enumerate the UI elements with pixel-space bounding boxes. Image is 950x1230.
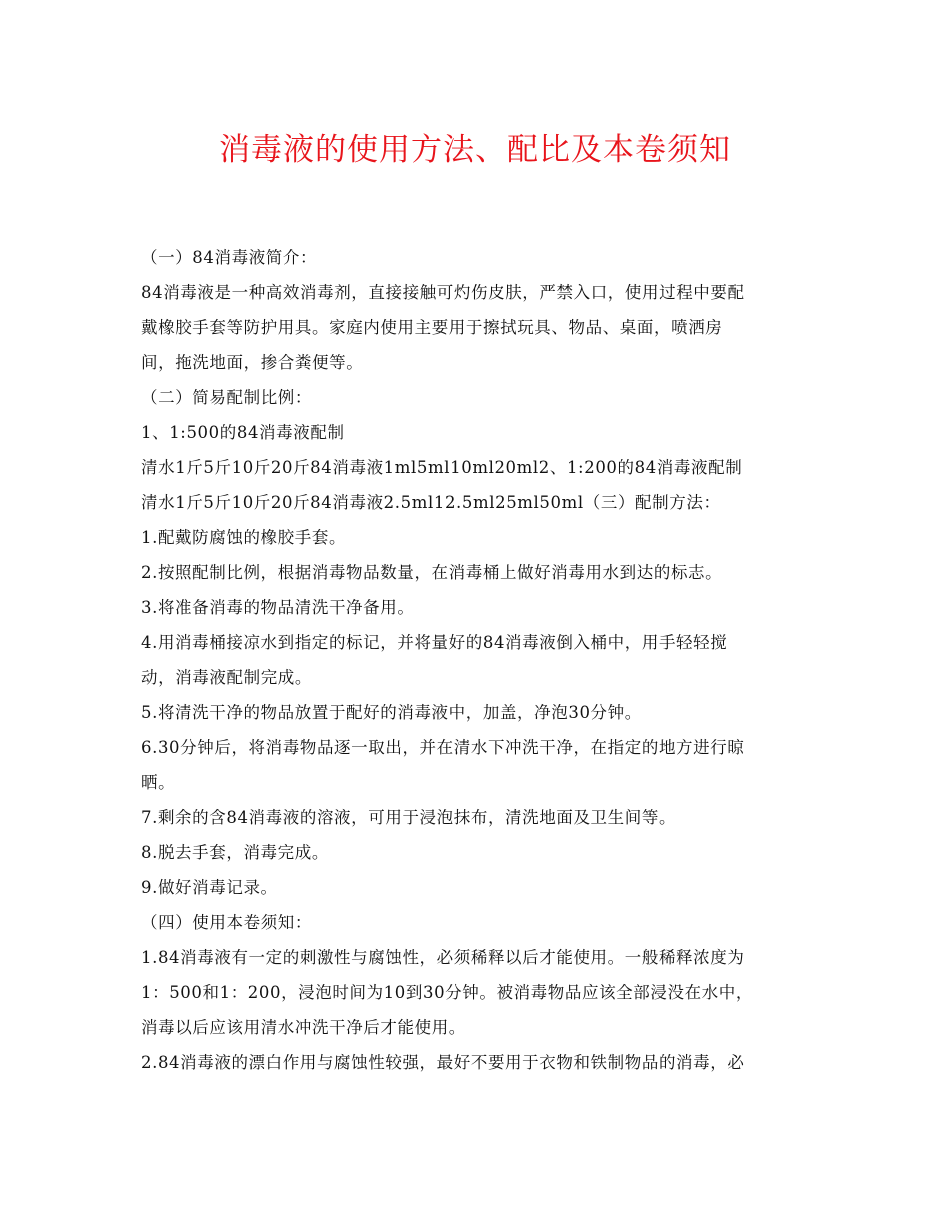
list-item-continuation: 动，消毒液配制完成。: [141, 668, 312, 687]
paragraph-line: 84消毒液是一种高效消毒剂，直接接触可灼伤皮肤，严禁入口，使用过程中要配: [141, 283, 745, 302]
paragraph-line: 戴橡胶手套等防护用具。家庭内使用主要用于擦拭玩具、物品、桌面，喷洒房: [141, 318, 723, 337]
paragraph-line: 1、1:500的84消毒液配制: [141, 423, 345, 442]
list-item: 3.将准备消毒的物品清洗干净备用。: [141, 598, 415, 617]
list-item: 1.84消毒液有一定的刺激性与腐蚀性，必须稀释以后才能使用。一般稀释浓度为: [141, 948, 745, 967]
list-item-continuation: 晒。: [141, 773, 176, 792]
list-item: 8.脱去手套，消毒完成。: [141, 843, 329, 862]
list-item-continuation: 1：500和1：200，浸泡时间为10到30分钟。被消毒物品应该全部浸没在水中，: [141, 983, 753, 1002]
list-item: 2.按照配制比例，根据消毒物品数量，在消毒桶上做好消毒用水到达的标志。: [141, 563, 723, 582]
list-item: 1.配戴防腐蚀的橡胶手套。: [141, 528, 347, 547]
list-item: 5.将清洗干净的物品放置于配好的消毒液中，加盖，净泡30分钟。: [141, 703, 642, 722]
list-item-continuation: 消毒以后应该用清水冲洗干净后才能使用。: [141, 1018, 466, 1037]
list-item: 6.30分钟后，将消毒物品逐一取出，并在清水下冲洗干净，在指定的地方进行晾: [141, 738, 745, 757]
section-heading: （一）84消毒液简介：: [141, 248, 318, 267]
list-item: 7.剩余的含84消毒液的溶液，可用于浸泡抹布，清洗地面及卫生间等。: [141, 808, 677, 827]
list-item: 9.做好消毒记录。: [141, 878, 278, 897]
paragraph-line: 清水1斤5斤10斤20斤84消毒液1ml5ml10ml20ml2、1:200的84消毒液配制: [141, 458, 743, 477]
section-heading: （四）使用本卷须知：: [141, 913, 312, 932]
paragraph-line: 间，拖洗地面，掺合粪便等。: [141, 353, 364, 372]
paragraph-line: 清水1斤5斤10斤20斤84消毒液2.5ml12.5ml25ml50ml（三）配制方法：: [141, 493, 721, 512]
document-body: [141, 240, 811, 1080]
section-heading: （二）简易配制比例：: [141, 388, 312, 407]
page-title: 消毒液的使用方法、配比及本卷须知: [219, 132, 731, 168]
list-item: 2.84消毒液的漂白作用与腐蚀性较强，最好不要用于衣物和铁制物品的消毒，必: [141, 1053, 745, 1072]
list-item: 4.用消毒桶接凉水到指定的标记，并将量好的84消毒液倒入桶中，用手轻轻搅: [141, 633, 728, 652]
